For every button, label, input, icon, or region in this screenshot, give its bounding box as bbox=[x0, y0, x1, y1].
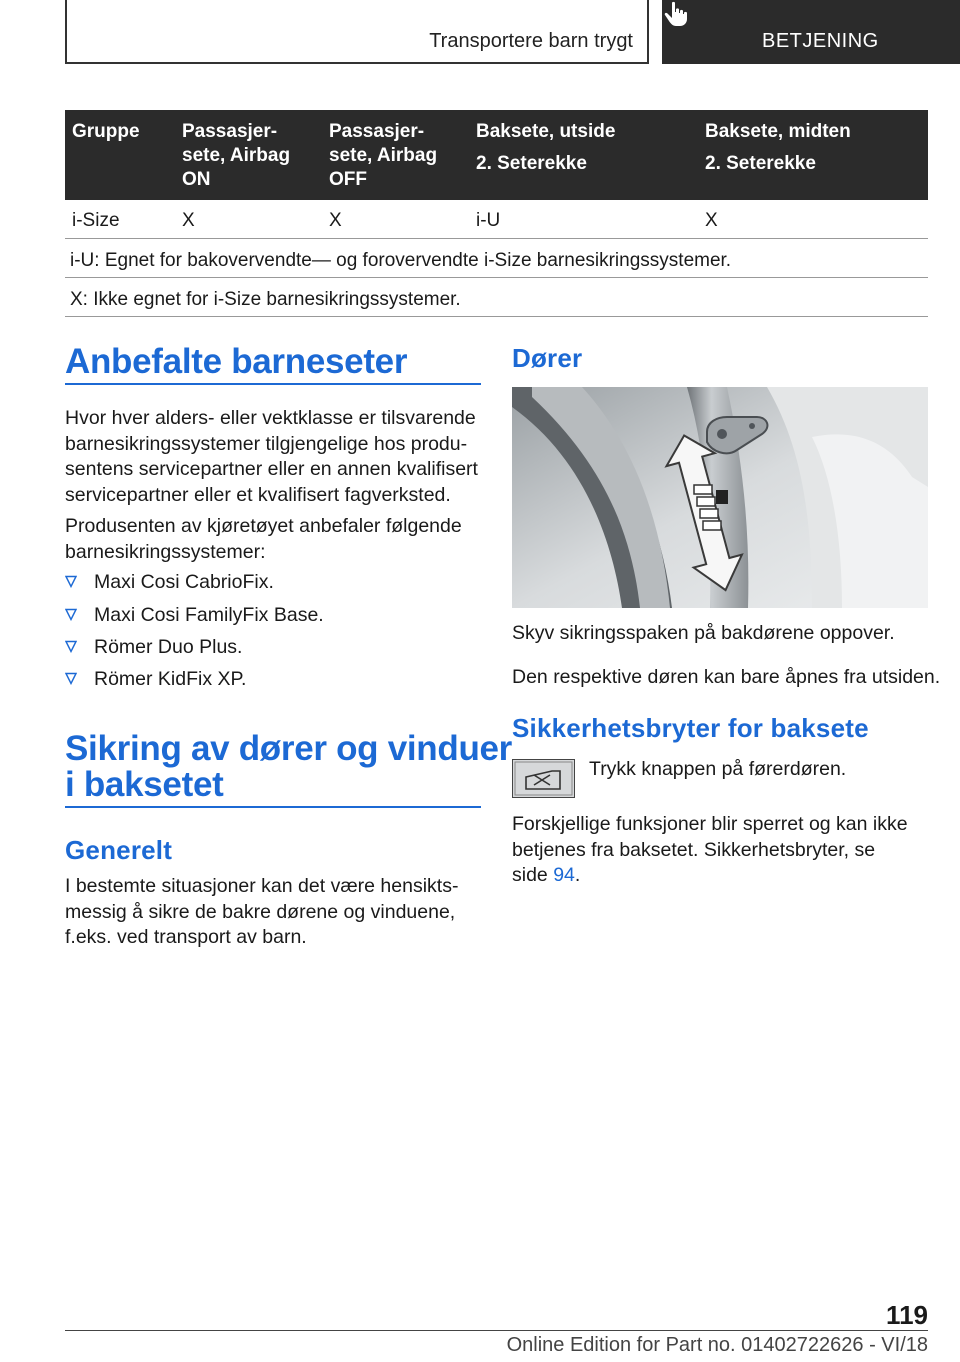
header-chapter-title: BETJENING bbox=[762, 30, 879, 52]
footer-edition: Online Edition for Part no. 01402722626 - VI/18 bbox=[506, 1334, 928, 1356]
page-reference-link[interactable]: 94 bbox=[553, 864, 575, 886]
table-note: X: Ikke egnet for i-Size barnesikringssystemer. bbox=[70, 289, 461, 310]
triangle-bullet-icon bbox=[65, 575, 77, 588]
anbefalte-paragraph-2: Produsenten av kjøretøyet anbefaler følgende barnesikringssystemer: bbox=[65, 515, 462, 563]
dorer-heading: Dører bbox=[512, 343, 583, 373]
triangle-bullet-icon bbox=[65, 608, 77, 621]
heading-rule bbox=[65, 383, 481, 385]
child-lock-switch-icon bbox=[512, 759, 575, 798]
table-note-row bbox=[65, 278, 928, 317]
generelt-paragraph: I bestemte situasjoner kan det være hensiktsmessig å sikre de bakre dørene og vinduene, f.eks. ved transport av barn. bbox=[65, 875, 459, 948]
page-number: 119 bbox=[886, 1300, 928, 1330]
dorer-paragraph-2: Den respektive døren kan bare åpnes fra utsiden. bbox=[512, 666, 941, 688]
header-section-title: Transportere barn trygt bbox=[429, 30, 633, 52]
sikkerhetsbryter-caption: Trykk knappen på førerdøren. bbox=[589, 758, 847, 780]
heading-rule bbox=[65, 806, 481, 808]
table-cell: X bbox=[182, 210, 195, 231]
generelt-heading: Generelt bbox=[65, 835, 173, 865]
table-header-cell: Baksete, midten 2. Seterekke bbox=[705, 121, 851, 174]
child-seat-table bbox=[65, 110, 928, 317]
triangle-bullet-icon bbox=[65, 672, 77, 685]
table-cell: X bbox=[705, 210, 718, 231]
table-header-cell: Passasjer- sete, Airbag ON bbox=[182, 121, 291, 190]
table-cell: i-U bbox=[476, 210, 501, 231]
footer-rule bbox=[65, 1330, 928, 1331]
sikring-heading-line-1: Sikring av dører og vinduer bbox=[65, 729, 513, 768]
table-header-cell: Passasjer- sete, Airbag OFF bbox=[329, 121, 438, 190]
anbefalte-heading: Anbefalte barneseter bbox=[65, 342, 408, 381]
hand-pointer-icon bbox=[662, 0, 690, 28]
anbefalte-paragraph-1: Hvor hver alders- eller vektklasse er tilsvarende barnesikringssystemer tilgjengelige hos produsentens servicepartner eller en annen kvalifisert servicepartner eller et kvalifisert fagverksted. bbox=[65, 407, 478, 506]
table-header bbox=[65, 110, 928, 200]
dorer-paragraph-1: Skyv sikringsspaken på bakdørene oppover. bbox=[512, 622, 895, 644]
sikring-heading-line-2: i baksetet bbox=[65, 765, 224, 804]
table-cell: i-Size bbox=[72, 210, 120, 231]
table-cell: X bbox=[329, 210, 342, 231]
sikkerhetsbryter-heading: Sikkerhetsbryter for baksete bbox=[512, 713, 869, 743]
header-section-tab bbox=[65, 0, 649, 64]
header-chapter-tab bbox=[662, 0, 960, 64]
table-row bbox=[65, 200, 928, 239]
table-note: i-U: Egnet for bakovervendte— og forovervendte i-Size barnesikringssystemer. bbox=[70, 250, 732, 271]
table-header-cell: Gruppe bbox=[72, 121, 140, 142]
table-note-row bbox=[65, 239, 928, 278]
table-header-cell: Baksete, utside 2. Seterekke bbox=[476, 121, 616, 174]
door-lock-illustration bbox=[512, 387, 928, 608]
sikkerhetsbryter-paragraph: Forskjellige funksjoner blir sperret og kan ikke betjenes fra baksetet. Sikkerhetsbryter, se side 94. bbox=[512, 813, 908, 886]
triangle-bullet-icon bbox=[65, 640, 77, 653]
